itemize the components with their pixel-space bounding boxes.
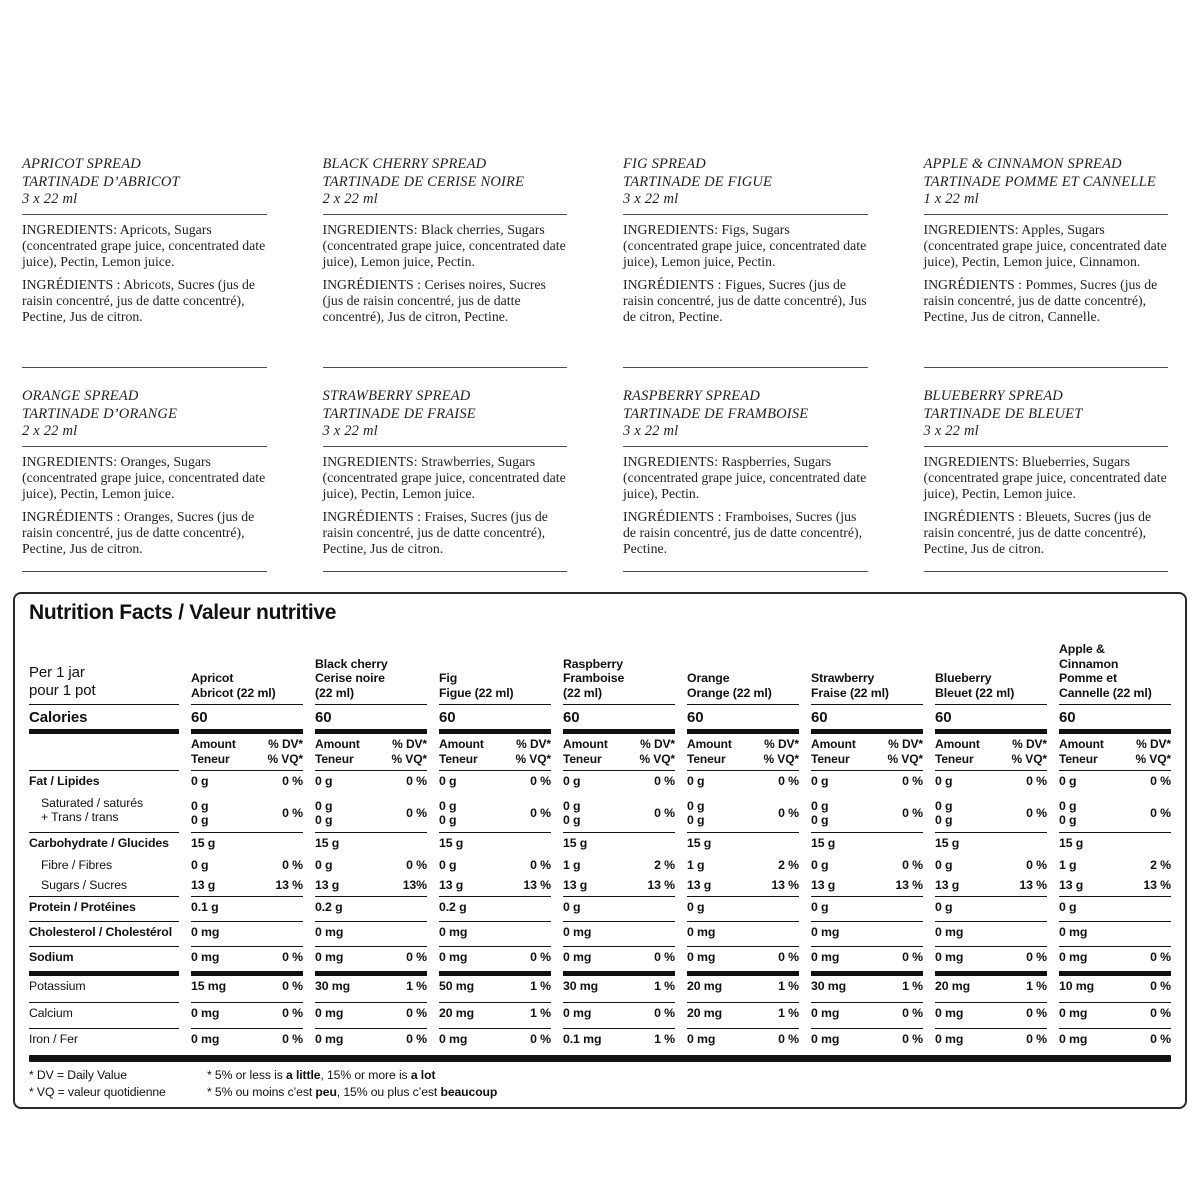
black-cherry-fibre-value: 0 g 0 % — [315, 857, 427, 872]
row-label-sodium: Sodium — [29, 947, 179, 976]
ingredients-fr: INGRÉDIENTS : Bleuets, Sucres (jus de raisin concentré, jus de datte concentré), Pectine, Jus de citron. — [923, 508, 1152, 556]
product-size: 3 x 22 ml — [623, 191, 679, 207]
ingredients-en: INGREDIENTS: Black cherries, Sugars (concentrated grape juice, concentrated date juice), Lemon juice, Pectin. — [322, 221, 566, 269]
product-title-en: RASPBERRY SPREAD — [623, 388, 761, 404]
apricot-sat-value: 0 g 0 g 0 % — [191, 793, 303, 833]
ingredients-en: INGREDIENTS: Raspberries, Sugars (concentrated grape juice, concentrated date juice), Pectin. — [623, 453, 867, 501]
ingredients-fr: INGRÉDIENTS : Figues, Sucres (jus de raisin concentré, jus de datte concentré), Jus de citron, Pectine. — [623, 276, 867, 324]
orange-chol-value: 0 mg — [687, 922, 799, 947]
apricot-fat-value: 0 g 0 % — [191, 773, 303, 788]
ingredients-fr: INGRÉDIENTS : Framboises, Sucres (jus de raisin concentré, jus de datte concentré), Pectine. — [623, 508, 863, 556]
nutrition-grid — [29, 628, 1171, 1054]
calories-value-orange: 60 — [687, 705, 799, 734]
divider — [323, 367, 568, 368]
strawberry-fibre-value: 0 g 0 % — [811, 857, 923, 872]
orange-fat-value: 0 g 0 % — [687, 773, 799, 788]
orange-potassium-value: 20 mg 1 % — [687, 976, 799, 1003]
product-size: 2 x 22 ml — [22, 423, 78, 439]
strawberry-carb-value: 15 g — [811, 835, 836, 850]
footnote-guidance-line-1: * 5% or less is a little, 15% or more is a lot — [207, 1068, 436, 1082]
footnote-dv-definitions — [29, 1067, 207, 1100]
raspberry-iron-value: 0.1 mg 1 % — [563, 1031, 675, 1046]
ingredients-en: INGREDIENTS: Figs, Sugars (concentrated grape juice, concentrated date juice), Lemon juice, Pectin. — [623, 221, 867, 269]
column-header-orange: Orange Orange (22 ml) — [687, 628, 799, 705]
ingredients-en: INGREDIENTS: Blueberries, Sugars (concentrated grape juice, concentrated date juice), Pectin, Lemon juice. — [923, 453, 1167, 501]
product-size: 3 x 22 ml — [923, 423, 979, 439]
nutrition-table — [13, 592, 1187, 1109]
product-size: 1 x 22 ml — [923, 191, 979, 207]
divider — [22, 571, 267, 572]
ingredients-fr: INGRÉDIENTS : Abricots, Sucres (jus de raisin concentré, jus de datte concentré), Pectine, Jus de citron. — [22, 276, 256, 324]
blueberry-potassium-value: 20 mg 1 % — [935, 976, 1047, 1003]
row-label-sat: Saturated / saturés + Trans / trans — [29, 793, 179, 833]
calories-value-apricot: 60 — [191, 705, 303, 734]
product-title-en: BLUEBERRY SPREAD — [923, 388, 1063, 404]
raspberry-calcium-value: 0 mg 0 % — [563, 1003, 675, 1029]
column-header-fig: Fig Figue (22 ml) — [439, 628, 551, 705]
footnote-dv: * DV = Daily Value — [29, 1068, 127, 1082]
apple-cinnamon-iron-value: 0 mg 0 % — [1059, 1031, 1171, 1046]
calories-value-blueberry: 60 — [935, 705, 1047, 734]
product-title-en: BLACK CHERRY SPREAD — [322, 156, 487, 172]
column-header-raspberry: Raspberry Framboise (22 ml) — [563, 628, 675, 705]
products-grid — [0, 0, 1200, 572]
fig-chol-value: 0 mg — [439, 922, 551, 947]
product-title-en: ORANGE SPREAD — [22, 388, 139, 404]
raspberry-potassium-value: 30 mg 1 % — [563, 976, 675, 1003]
black-cherry-sugars-value: 13 g 13% — [315, 875, 427, 897]
fig-fat-value: 0 g 0 % — [439, 773, 551, 788]
divider — [924, 571, 1169, 572]
black-cherry-fat-value: 0 g 0 % — [315, 773, 427, 788]
apple-cinnamon-sodium-value: 0 mg 0 % — [1059, 947, 1171, 976]
row-label-protein: Protein / Protéines — [29, 897, 179, 922]
product-block-apple-cinnamon — [924, 156, 1169, 368]
apricot-protein-value: 0.1 g — [191, 897, 303, 922]
product-block-apricot — [22, 156, 267, 368]
divider — [22, 446, 267, 447]
blueberry-sat-value: 0 g 0 g 0 % — [935, 793, 1047, 833]
divider — [323, 214, 568, 215]
apple-cinnamon-chol-value: 0 mg — [1059, 922, 1171, 947]
apricot-sugars-value: 13 g 13 % — [191, 875, 303, 897]
fig-sat-value: 0 g 0 g 0 % — [439, 793, 551, 833]
column-header-black-cherry: Black cherry Cerise noire (22 ml) — [315, 628, 427, 705]
blueberry-sugars-value: 13 g 13 % — [935, 875, 1047, 897]
raspberry-fibre-value: 1 g 2 % — [563, 857, 675, 872]
blueberry-iron-value: 0 mg 0 % — [935, 1031, 1047, 1046]
divider — [323, 571, 568, 572]
column-header-apricot: Apricot Abricot (22 ml) — [191, 628, 303, 705]
amount-header-spacer — [29, 734, 179, 771]
table-bottom-bar — [29, 1055, 1171, 1062]
blueberry-carb-value: 15 g — [935, 835, 960, 850]
apricot-carb-value: 15 g — [191, 835, 216, 850]
ingredients-en: INGREDIENTS: Apricots, Sugars (concentrated grape juice, concentrated date juice), Pectin, Lemon juice. — [22, 221, 266, 269]
footnote-vq: * VQ = valeur quotidienne — [29, 1084, 166, 1099]
product-size: 3 x 22 ml — [623, 423, 679, 439]
black-cherry-sat-value: 0 g 0 g 0 % — [315, 793, 427, 833]
apple-cinnamon-carb-value: 15 g — [1059, 835, 1084, 850]
orange-iron-value: 0 mg 0 % — [687, 1031, 799, 1046]
apple-cinnamon-sat-value: 0 g 0 g 0 % — [1059, 793, 1171, 833]
row-label-potassium: Potassium — [29, 976, 179, 1003]
black-cherry-iron-value: 0 mg 0 % — [315, 1031, 427, 1046]
apple-cinnamon-protein-value: 0 g — [1059, 897, 1171, 922]
fig-sodium-value: 0 mg 0 % — [439, 947, 551, 976]
fig-sugars-value: 13 g 13 % — [439, 875, 551, 897]
strawberry-sodium-value: 0 mg 0 % — [811, 947, 923, 976]
divider — [623, 571, 868, 572]
strawberry-potassium-value: 30 mg 1 % — [811, 976, 923, 1003]
product-title-fr: TARTINADE DE FRAISE — [322, 405, 476, 422]
divider — [924, 446, 1169, 447]
calories-value-fig: 60 — [439, 705, 551, 734]
divider — [924, 367, 1169, 368]
product-title-en: FIG SPREAD — [623, 156, 706, 172]
product-title-en: APRICOT SPREAD — [22, 156, 141, 172]
apricot-potassium-value: 15 mg 0 % — [191, 976, 303, 1003]
strawberry-fat-value: 0 g 0 % — [811, 773, 923, 788]
per-jar-label: Per 1 jar pour 1 pot — [29, 628, 179, 705]
product-block-blueberry — [924, 388, 1169, 572]
black-cherry-chol-value: 0 mg — [315, 922, 427, 947]
amount-header-orange: Amount Teneur % DV* % VQ* — [687, 734, 799, 771]
row-label-fibre: Fibre / Fibres — [41, 857, 113, 872]
product-block-orange — [22, 388, 267, 572]
amount-header-apricot: Amount Teneur % DV* % VQ* — [191, 734, 303, 771]
row-label-iron: Iron / Fer — [29, 1031, 78, 1046]
divider — [623, 446, 868, 447]
fig-carb-value: 15 g — [439, 835, 464, 850]
raspberry-fat-value: 0 g 0 % — [563, 773, 675, 788]
ingredients-fr: INGRÉDIENTS : Pommes, Sucres (jus de raisin concentré, jus de datte concentré), Pectine, Jus de citron, Cannelle. — [923, 276, 1158, 324]
column-header-blueberry: Blueberry Bleuet (22 ml) — [935, 628, 1047, 705]
amount-header-black-cherry: Amount Teneur % DV* % VQ* — [315, 734, 427, 771]
calories-value-black-cherry: 60 — [315, 705, 427, 734]
strawberry-sugars-value: 13 g 13 % — [811, 875, 923, 897]
product-title-fr: TARTINADE D’ORANGE — [22, 405, 178, 422]
divider — [924, 214, 1169, 215]
strawberry-sat-value: 0 g 0 g 0 % — [811, 793, 923, 833]
product-size: 2 x 22 ml — [322, 191, 378, 207]
black-cherry-protein-value: 0.2 g — [315, 897, 427, 922]
product-block-raspberry — [623, 388, 868, 572]
raspberry-carb-value: 15 g — [563, 835, 588, 850]
apple-cinnamon-fibre-value: 1 g 2 % — [1059, 857, 1171, 872]
footnotes — [29, 1062, 1171, 1107]
orange-sodium-value: 0 mg 0 % — [687, 947, 799, 976]
fig-fibre-value: 0 g 0 % — [439, 857, 551, 872]
apple-cinnamon-fat-value: 0 g 0 % — [1059, 773, 1171, 788]
ingredients-fr: INGRÉDIENTS : Oranges, Sucres (jus de raisin concentré, jus de datte concentré), Pectine, Jus de citron. — [22, 508, 255, 556]
fig-protein-value: 0.2 g — [439, 897, 551, 922]
blueberry-fat-value: 0 g 0 % — [935, 773, 1047, 788]
row-label-carb: Carbohydrate / Glucides — [29, 835, 169, 850]
apple-cinnamon-potassium-value: 10 mg 0 % — [1059, 976, 1171, 1003]
calories-label: Calories — [29, 705, 179, 734]
black-cherry-sodium-value: 0 mg 0 % — [315, 947, 427, 976]
blueberry-sodium-value: 0 mg 0 % — [935, 947, 1047, 976]
orange-carb-value: 15 g — [687, 835, 712, 850]
orange-sugars-value: 13 g 13 % — [687, 875, 799, 897]
calories-value-strawberry: 60 — [811, 705, 923, 734]
orange-calcium-value: 20 mg 1 % — [687, 1003, 799, 1029]
strawberry-calcium-value: 0 mg 0 % — [811, 1003, 923, 1029]
fig-calcium-value: 20 mg 1 % — [439, 1003, 551, 1029]
ingredients-fr: INGRÉDIENTS : Fraises, Sucres (jus de raisin concentré, jus de datte concentré), Pectine, Jus de citron. — [322, 508, 548, 556]
product-size: 3 x 22 ml — [322, 423, 378, 439]
amount-header-raspberry: Amount Teneur % DV* % VQ* — [563, 734, 675, 771]
column-header-strawberry: Strawberry Fraise (22 ml) — [811, 628, 923, 705]
product-title-fr: TARTINADE POMME ET CANNELLE — [923, 173, 1156, 190]
fig-potassium-value: 50 mg 1 % — [439, 976, 551, 1003]
row-label-fat: Fat / Lipides — [29, 773, 100, 788]
calories-value-raspberry: 60 — [563, 705, 675, 734]
product-title-fr: TARTINADE DE FRAMBOISE — [623, 405, 809, 422]
product-title-fr: TARTINADE DE FIGUE — [623, 173, 773, 190]
strawberry-protein-value: 0 g — [811, 897, 923, 922]
divider — [323, 446, 568, 447]
black-cherry-carb-value: 15 g — [315, 835, 340, 850]
amount-header-apple-cinnamon: Amount Teneur % DV* % VQ* — [1059, 734, 1171, 771]
raspberry-chol-value: 0 mg — [563, 922, 675, 947]
product-title-fr: TARTINADE DE BLEUET — [923, 405, 1083, 422]
apricot-iron-value: 0 mg 0 % — [191, 1031, 303, 1046]
product-title-en: STRAWBERRY SPREAD — [322, 388, 471, 404]
amount-header-strawberry: Amount Teneur % DV* % VQ* — [811, 734, 923, 771]
product-block-strawberry — [323, 388, 568, 572]
fig-iron-value: 0 mg 0 % — [439, 1031, 551, 1046]
blueberry-protein-value: 0 g — [935, 897, 1047, 922]
calories-value-apple-cinnamon: 60 — [1059, 705, 1171, 734]
raspberry-sugars-value: 13 g 13 % — [563, 875, 675, 897]
ingredients-en: INGREDIENTS: Strawberries, Sugars (concentrated grape juice, concentrated date juice), Pectin, Lemon juice. — [322, 453, 566, 501]
raspberry-sodium-value: 0 mg 0 % — [563, 947, 675, 976]
nutrition-title: Nutrition Facts / Valeur nutritive — [29, 601, 337, 624]
divider — [623, 367, 868, 368]
ingredients-en: INGREDIENTS: Oranges, Sugars (concentrated grape juice, concentrated date juice), Pectin, Lemon juice. — [22, 453, 266, 501]
blueberry-calcium-value: 0 mg 0 % — [935, 1003, 1047, 1029]
orange-fibre-value: 1 g 2 % — [687, 857, 799, 872]
column-header-apple-cinnamon: Apple & Cinnamon Pomme et Cannelle (22 ml) — [1059, 628, 1171, 705]
apple-cinnamon-sugars-value: 13 g 13 % — [1059, 875, 1171, 897]
raspberry-protein-value: 0 g — [563, 897, 675, 922]
raspberry-sat-value: 0 g 0 g 0 % — [563, 793, 675, 833]
divider — [22, 367, 267, 368]
product-title-fr: TARTINADE DE CERISE NOIRE — [322, 173, 525, 190]
product-block-black-cherry — [323, 156, 568, 368]
footnote-guidance — [207, 1067, 1171, 1100]
orange-protein-value: 0 g — [687, 897, 799, 922]
divider — [623, 214, 868, 215]
apricot-fibre-value: 0 g 0 % — [191, 857, 303, 872]
apricot-chol-value: 0 mg — [191, 922, 303, 947]
strawberry-chol-value: 0 mg — [811, 922, 923, 947]
amount-header-blueberry: Amount Teneur % DV* % VQ* — [935, 734, 1047, 771]
product-title-fr: TARTINADE D’ABRICOT — [22, 173, 180, 190]
divider — [22, 214, 267, 215]
row-label-calcium: Calcium — [29, 1003, 179, 1029]
product-block-fig — [623, 156, 868, 368]
apricot-sodium-value: 0 mg 0 % — [191, 947, 303, 976]
black-cherry-calcium-value: 0 mg 0 % — [315, 1003, 427, 1029]
apple-cinnamon-calcium-value: 0 mg 0 % — [1059, 1003, 1171, 1029]
product-size: 3 x 22 ml — [22, 191, 78, 207]
amount-header-fig: Amount Teneur % DV* % VQ* — [439, 734, 551, 771]
orange-sat-value: 0 g 0 g 0 % — [687, 793, 799, 833]
blueberry-chol-value: 0 mg — [935, 922, 1047, 947]
strawberry-iron-value: 0 mg 0 % — [811, 1031, 923, 1046]
ingredients-en: INGREDIENTS: Apples, Sugars (concentrated grape juice, concentrated date juice), Pectin, Lemon juice, Cinnamon. — [923, 221, 1167, 269]
footnote-guidance-line-2: * 5% ou moins c’est peu, 15% ou plus c’est beaucoup — [207, 1084, 498, 1099]
apricot-calcium-value: 0 mg 0 % — [191, 1003, 303, 1029]
row-label-sugars: Sugars / Sucres — [29, 875, 179, 897]
blueberry-fibre-value: 0 g 0 % — [935, 857, 1047, 872]
row-label-chol: Cholesterol / Cholestérol — [29, 922, 179, 947]
black-cherry-potassium-value: 30 mg 1 % — [315, 976, 427, 1003]
product-title-en: APPLE & CINNAMON SPREAD — [923, 156, 1122, 172]
ingredients-fr: INGRÉDIENTS : Cerises noires, Sucres (jus de raisin concentré, jus de datte concentré), Jus de citron, Pectine. — [322, 276, 546, 324]
